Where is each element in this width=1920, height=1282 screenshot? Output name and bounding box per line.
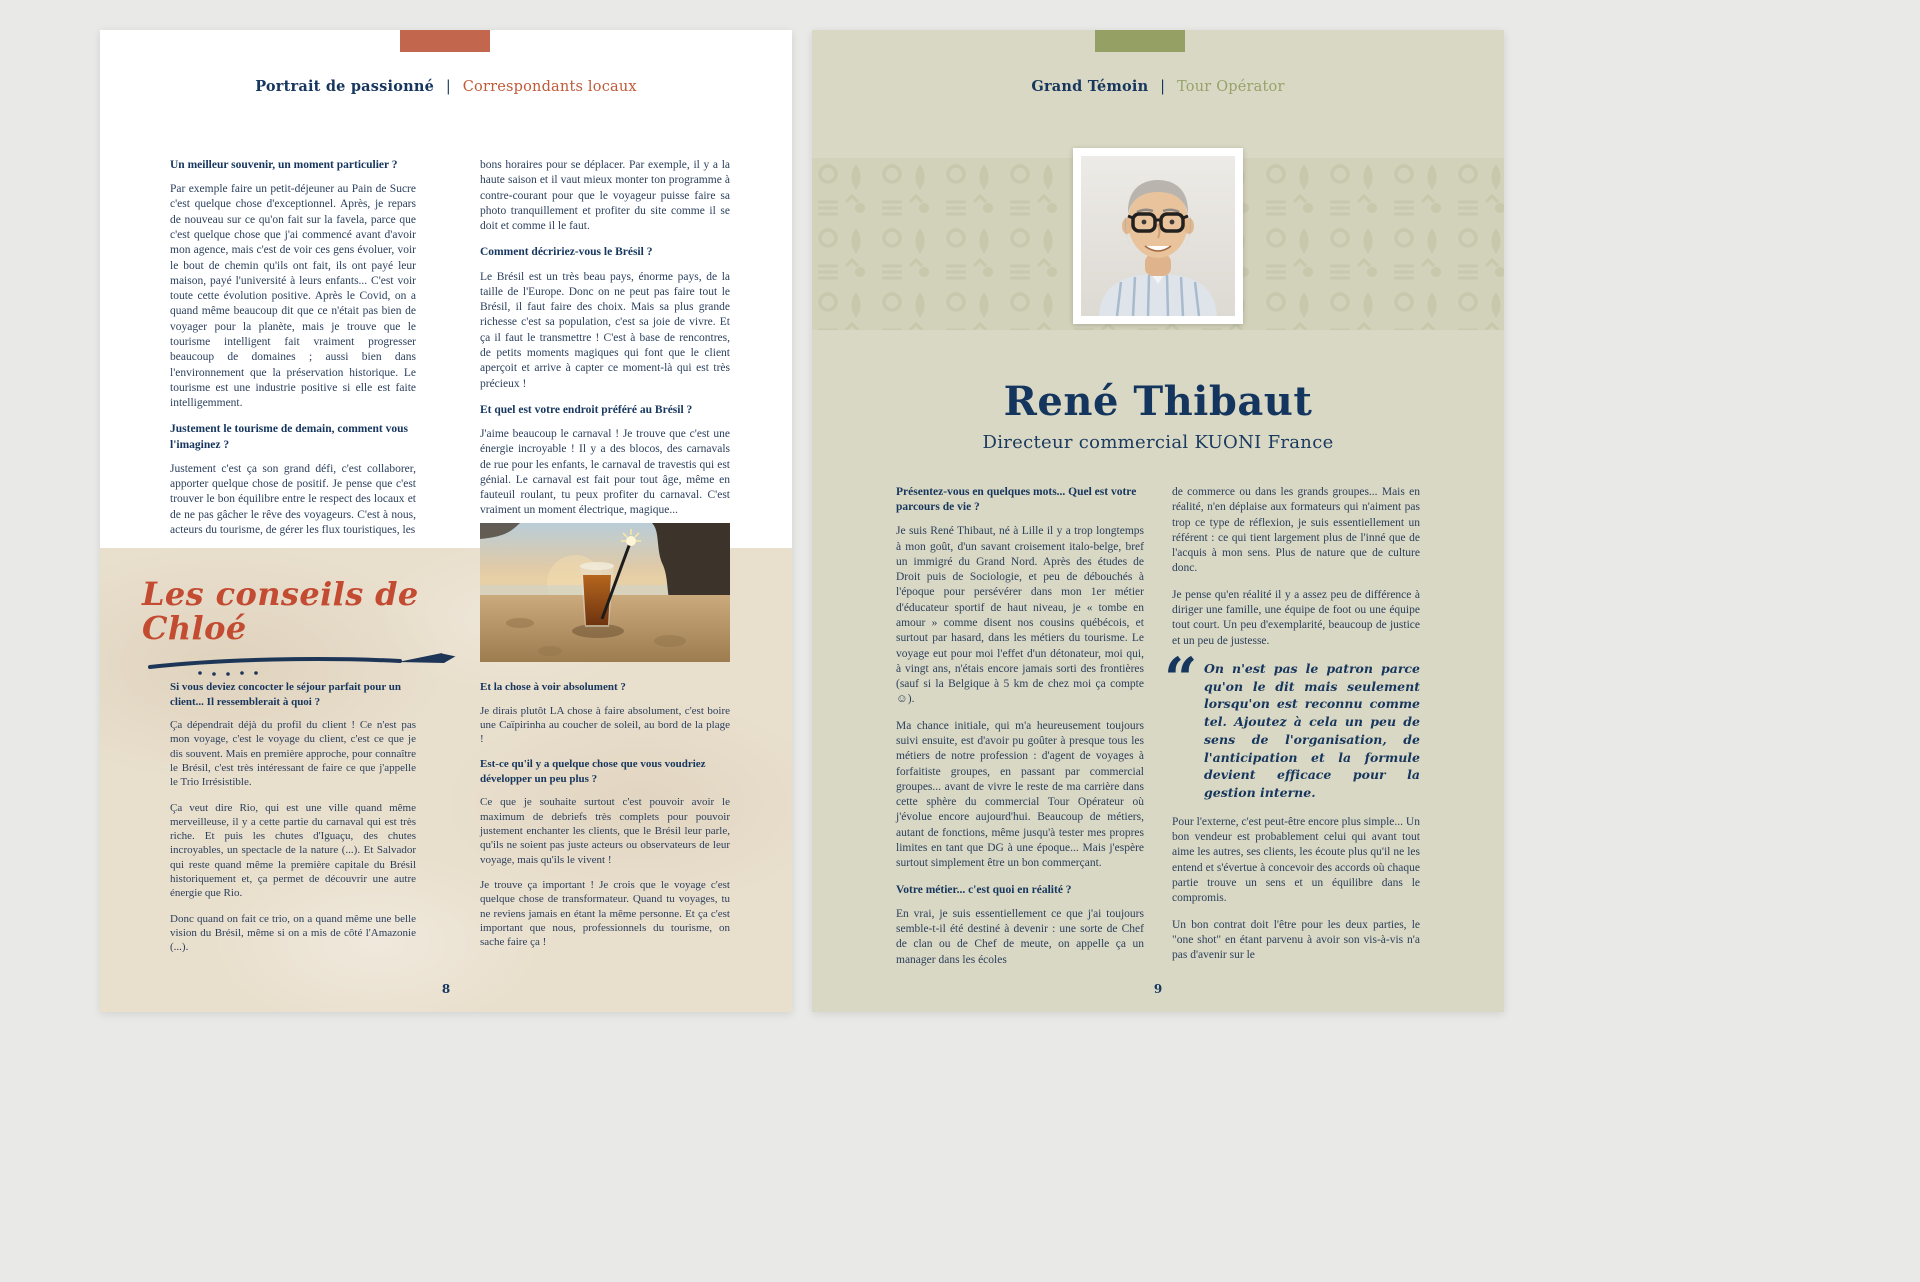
body-paragraph: En vrai, je suis essentiellement ce que j'ai toujours semble-t-il été destiné à devenir : une sorte de Chef de clan ou de Chef de meute, on appelle ça un manager dans les écoles: [896, 907, 1144, 966]
body-paragraph: Je pense qu'en réalité il y a assez peu de différence à diriger une famille, une équipe de foot ou une équipe tout court. Un peu d'exemplarité, beaucoup de justice et un peu de justesse.: [1172, 588, 1420, 647]
page-right: [812, 30, 1504, 1012]
body-paragraph: Justement c'est ça son grand défi, c'est collaborer, apporter quelque chose de positif. Je pense que c'est trouver le bon équilibre entre le respect des locaux et de ne pas gâcher le rêve des voyageurs. C'est à nous, acteurs du tourisme, de gérer les flux touristiques, les: [170, 462, 416, 536]
body-paragraph: Ça veut dire Rio, qui est une ville quand même merveilleuse, il y a cette partie du carnaval qui est très riche. Et puis les chutes d'Iguaçu, des chutes incroyables, un spectacle de la nature (...). Et Salvador qui reste quand même la première capitale du Brésil historiquement et, ça permet de découvrir une autre énergie que Rio.: [170, 801, 416, 900]
left-column-1: [170, 158, 416, 549]
question-heading: Justement le tourisme de demain, comment vous l'imaginez ?: [170, 423, 408, 451]
question-heading: Comment décririez-vous le Brésil ?: [480, 246, 653, 259]
page-left: [100, 30, 792, 1012]
header-category: Portrait de passionné: [255, 78, 434, 95]
question-heading: Présentez-vous en quelques mots... Quel est votre parcours de vie ?: [896, 486, 1137, 514]
pen-flourish-icon: [142, 647, 472, 677]
left-column-2: [480, 158, 730, 530]
conseils-column-2: [480, 680, 730, 960]
pull-quote-text: On n'est pas le patron parce qu'on le dit mais seulement lorsqu'on est reconnu comme tel. Ajoutez à cela un peu de sens de l'organisation, de l'anticipation et la formule devient efficace pour la gestion interne.: [1204, 660, 1420, 801]
body-paragraph: Pour l'externe, c'est peut-être encore plus simple... Un bon vendeur est probablement celui qui avant tout aime les autres, ses clients, les écoute plus qu'il ne les entend et s'évertue à concevoir des accords où chaque partie trouve un sens et un équilibre dans le compromis.: [1172, 815, 1420, 905]
body-paragraph: Le Brésil est un très beau pays, énorme pays, de la taille de l'Europe. Donc on ne peut pas faire tout le Brésil, il faut faire des choix. Mais sa plus grande richesse c'est sa population, c'est sa joie de vivre. Et ça il faut le transmettre ! C'est à base de rencontres, de petits moments magiques qui font que le client aperçoit et arrive à capter ce moment-là qui est très précieux !: [480, 270, 730, 390]
body-paragraph: Donc quand on fait ce trio, on a quand même une belle vision du Brésil, même si on a mis de côté l'Amazonie (...).: [170, 912, 416, 954]
quote-mark-icon: “: [1164, 644, 1198, 713]
header-section: Correspondants locaux: [462, 79, 637, 95]
body-paragraph: Je dirais plutôt LA chose à faire absolument, c'est boire une Caïpirinha au coucher de soleil, au bord de la plage !: [480, 704, 730, 746]
page-number: 8: [441, 982, 451, 996]
body-paragraph: Ce que je souhaite surtout c'est pouvoir avoir le maximum de debriefs très complets pour pouvoir justement enchanter les clients, que le Brésil leur parle, qu'ils ne soient pas juste acteurs ou observateurs de leur voyage, mais qu'ils le vivent !: [480, 796, 730, 866]
page-number: 9: [1153, 982, 1163, 996]
page-tab-olive: [1095, 30, 1185, 52]
body-paragraph: Je suis René Thibaut, né à Lille il y a trop longtemps à mon goût, d'un savant croisement italo-belge, bref un immigré du Grand Nord. Après des études de Droit puis de Sociologie, et peu de débouchés à l'époque pour persévérer dans mon 1er métier d'éducateur sportif de haut niveau, je « tombe en amour » comme disent nos cousins québécois, et surtout par hasard, dans les métiers du tourisme. Le voyage eut pour moi l'effet d'un détonateur, moi qui, à vingt ans, n'étais encore jamais sorti des frontières (sauf si la Belgique à 5 km de chez moi ça compte ☺).: [896, 525, 1144, 706]
page-tab-orange: [400, 30, 490, 52]
left-page-header: [100, 78, 792, 95]
right-page-header: [812, 78, 1504, 95]
conseils-column-1: [170, 680, 416, 965]
pull-quote: [1164, 644, 1420, 802]
body-paragraph: de commerce ou dans les grands groupes... Mais en réalité, n'en déplaise aux formateurs qui n'aiment pas trop ce type de réflexion, je suis essentiellement un référent : ce qui tient largement plus de l'inné que de l'acquis à mon sens. Plus de nature que de culture donc.: [1172, 486, 1420, 575]
question-heading: Est-ce qu'il y a quelque chose que vous voudriez développer un peu plus ?: [480, 758, 706, 785]
question-heading: Un meilleur souvenir, un moment particulier ?: [170, 159, 398, 171]
conseils-title: Les conseils de Chloé: [142, 575, 419, 647]
header-separator: |: [1160, 79, 1166, 95]
body-paragraph: Je trouve ça important ! Je crois que le voyage c'est quelque chose de transformateur. Quand tu voyages, tu ne reviens jamais en étant la même personne. Et ça c'est important que nous, professionnels du tourisme, on sache faire ça !: [480, 878, 730, 949]
body-paragraph: bons horaires pour se déplacer. Par exemple, il y a la haute saison et il vaut mieux monter ton programme à contre-courant pour que le voyageur puisse faire sa photo tranquillement et profiter du site comme il se doit et comme il le faut.: [480, 159, 730, 233]
header-category: Grand Témoin: [1031, 78, 1149, 95]
header-section: Tour Opérator: [1177, 79, 1285, 95]
interviewee-name: René Thibaut: [1003, 378, 1313, 425]
body-paragraph: Ma chance initiale, qui m'a heureusement toujours suivi ensuite, est d'avoir pu goûter à presque tous les métiers de notre profession : d'agent de voyages à forfaitiste groupes, en passant par commercial groupes... avant de vivre le reste de ma carrière dans cette sphère du commercial Tour Opérateur où j'évolue encore aujourd'hui. Beaucoup de métiers, autant de fonctions, même jusqu'à tester mes propres limites en tant que DG à une époque... Mais j'espère surtout simplement être un bon commerçant.: [896, 719, 1144, 870]
right-column-2: [1164, 485, 1420, 974]
question-heading: Si vous deviez concocter le séjour parfait pour un client... Il ressemblerait à quoi ?: [170, 681, 401, 708]
interviewee-role: Directeur commercial KUONI France: [982, 432, 1334, 453]
question-heading: Et la chose à voir absolument ?: [480, 681, 626, 693]
header-separator: |: [445, 79, 451, 95]
question-heading: Votre métier... c'est quoi en réalité ?: [896, 883, 1072, 896]
body-paragraph: Ça dépendrait déjà du profil du client ! Ce n'est pas mon voyage, c'est le voyage du client, c'est ce que je dis souvent. Mais en première approche, pour connaître le Brésil, c'est très intéressant de faire ce que j'appelle le Trio Irrésistible.: [170, 719, 416, 789]
body-paragraph: Un bon contrat doit l'être pour les deux parties, le "one shot" en étant parvenu à avoir son vis-à-vis n'a pas d'avenir sur le: [1172, 918, 1420, 962]
magazine-spread: [100, 30, 1504, 1012]
body-paragraph: Par exemple faire un petit-déjeuner au Pain de Sucre c'est quelque chose d'exceptionnel. Après, je repars de nouveau sur ce qu'on fait sur la favela, parce que c'est quelque chose que j'ai commencé avant d'avoir mon agence, mais c'est de voir ces gens évoluer, voir le bout de chemin qu'ils ont fait, ils ont payé leur maison, payé l'université à leurs enfants... C'est voir toute cette évolution positive. Après le Covid, on a quand même beaucoup dit que ce n'était pas bien de voyager pour la planète, mais je trouve que le tourisme intelligent fait vraiment progresser beaucoup de domaines ; aussi bien dans l'environnement que la préservation historique. Le tourisme est une industrie positive si elle est faite intelligemment.: [170, 183, 416, 410]
beach-cocktail-photo: [480, 523, 730, 662]
body-paragraph: J'aime beaucoup le carnaval ! Je trouve que c'est une énergie incroyable ! Il y a des blocos, des carnavals de rue pour les enfants, le carnaval de travestis qui est génial. Le carnaval est fait pour tout âge, même en fauteuil roulant, tu peux profiter du carnaval. C'est vraiment un moment électrique, magique...: [480, 428, 730, 517]
right-column-1: [896, 485, 1144, 979]
conseils-title-block: [142, 575, 482, 677]
question-heading: Et quel est votre endroit préféré au Brésil ?: [480, 403, 693, 416]
portrait-photo: [1073, 148, 1243, 324]
